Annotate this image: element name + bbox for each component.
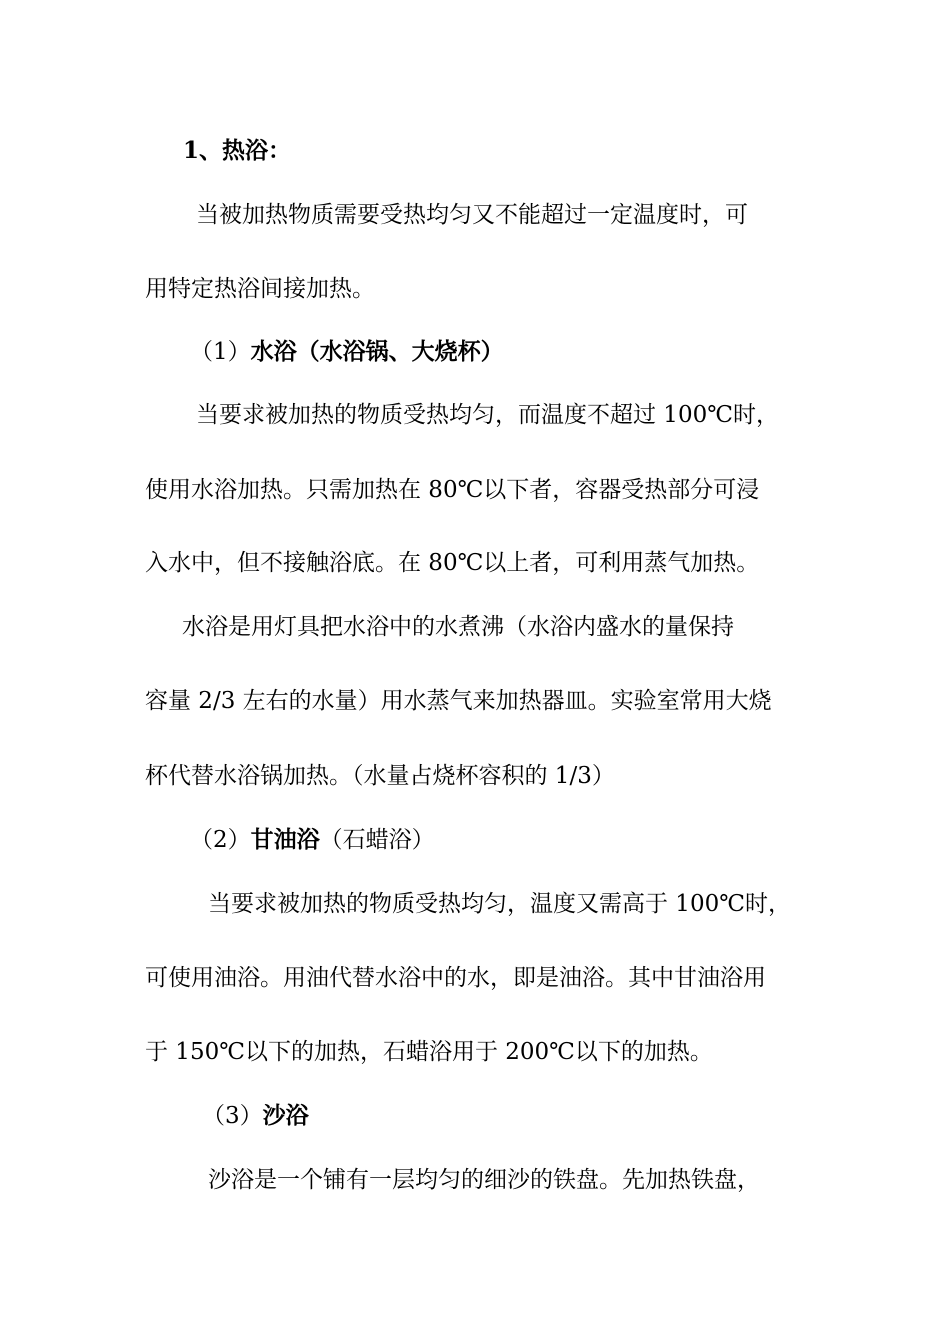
subheading-sand-bath <box>202 1101 309 1131</box>
water-bath-para1-line-3: 入水中，但不接触浴底。在 80℃以上者，可利用蒸气加热。 <box>145 550 760 576</box>
water-bath-para2-line-2: 容量 2/3 左右的水量）用水蒸气来加热器皿。实验室常用大烧 <box>145 688 772 714</box>
intro-line-1: 当被加热物质需要受热均匀又不能超过一定温度时，可 <box>196 202 748 228</box>
subheading-number: （1） <box>190 339 251 365</box>
subheading-title: 水浴（水浴锅、大烧杯） <box>250 338 504 365</box>
water-bath-para2-line-1: 水浴是用灯具把水浴中的水煮沸（水浴内盛水的量保持 <box>182 614 734 640</box>
sand-bath-para1-line-1: 沙浴是一个铺有一层均匀的细沙的铁盘。先加热铁盘， <box>208 1167 760 1193</box>
subheading-number: （2） <box>190 827 251 853</box>
water-bath-para1-line-1: 当要求被加热的物质受热均匀，而温度不超过 100℃时， <box>196 402 779 428</box>
subheading-title: 沙浴 <box>262 1102 309 1129</box>
subheading-title: 甘油浴 <box>250 826 320 853</box>
subheading-water-bath <box>190 337 504 367</box>
water-bath-para1-line-2: 使用水浴加热。只需加热在 80℃以下者，容器受热部分可浸 <box>145 477 760 503</box>
subheading-number: （3） <box>202 1103 263 1129</box>
glycerin-bath-para1-line-1: 当要求被加热的物质受热均匀，温度又需高于 100℃时， <box>208 891 791 917</box>
heading-text: 1、热浴： <box>183 137 292 164</box>
intro-line-2: 用特定热浴间接加热。 <box>145 276 375 302</box>
glycerin-bath-para1-line-2: 可使用油浴。用油代替水浴中的水，即是油浴。其中甘油浴用 <box>145 965 766 991</box>
subheading-subtitle: （石蜡浴） <box>319 827 435 853</box>
water-bath-para2-line-3: 杯代替水浴锅加热。（水量占烧杯容积的 1/3） <box>145 763 615 789</box>
subheading-glycerin-bath <box>190 825 435 855</box>
glycerin-bath-para1-line-3: 于 150℃以下的加热，石蜡浴用于 200℃以下的加热。 <box>145 1039 713 1065</box>
section-heading-hot-bath <box>183 136 291 166</box>
